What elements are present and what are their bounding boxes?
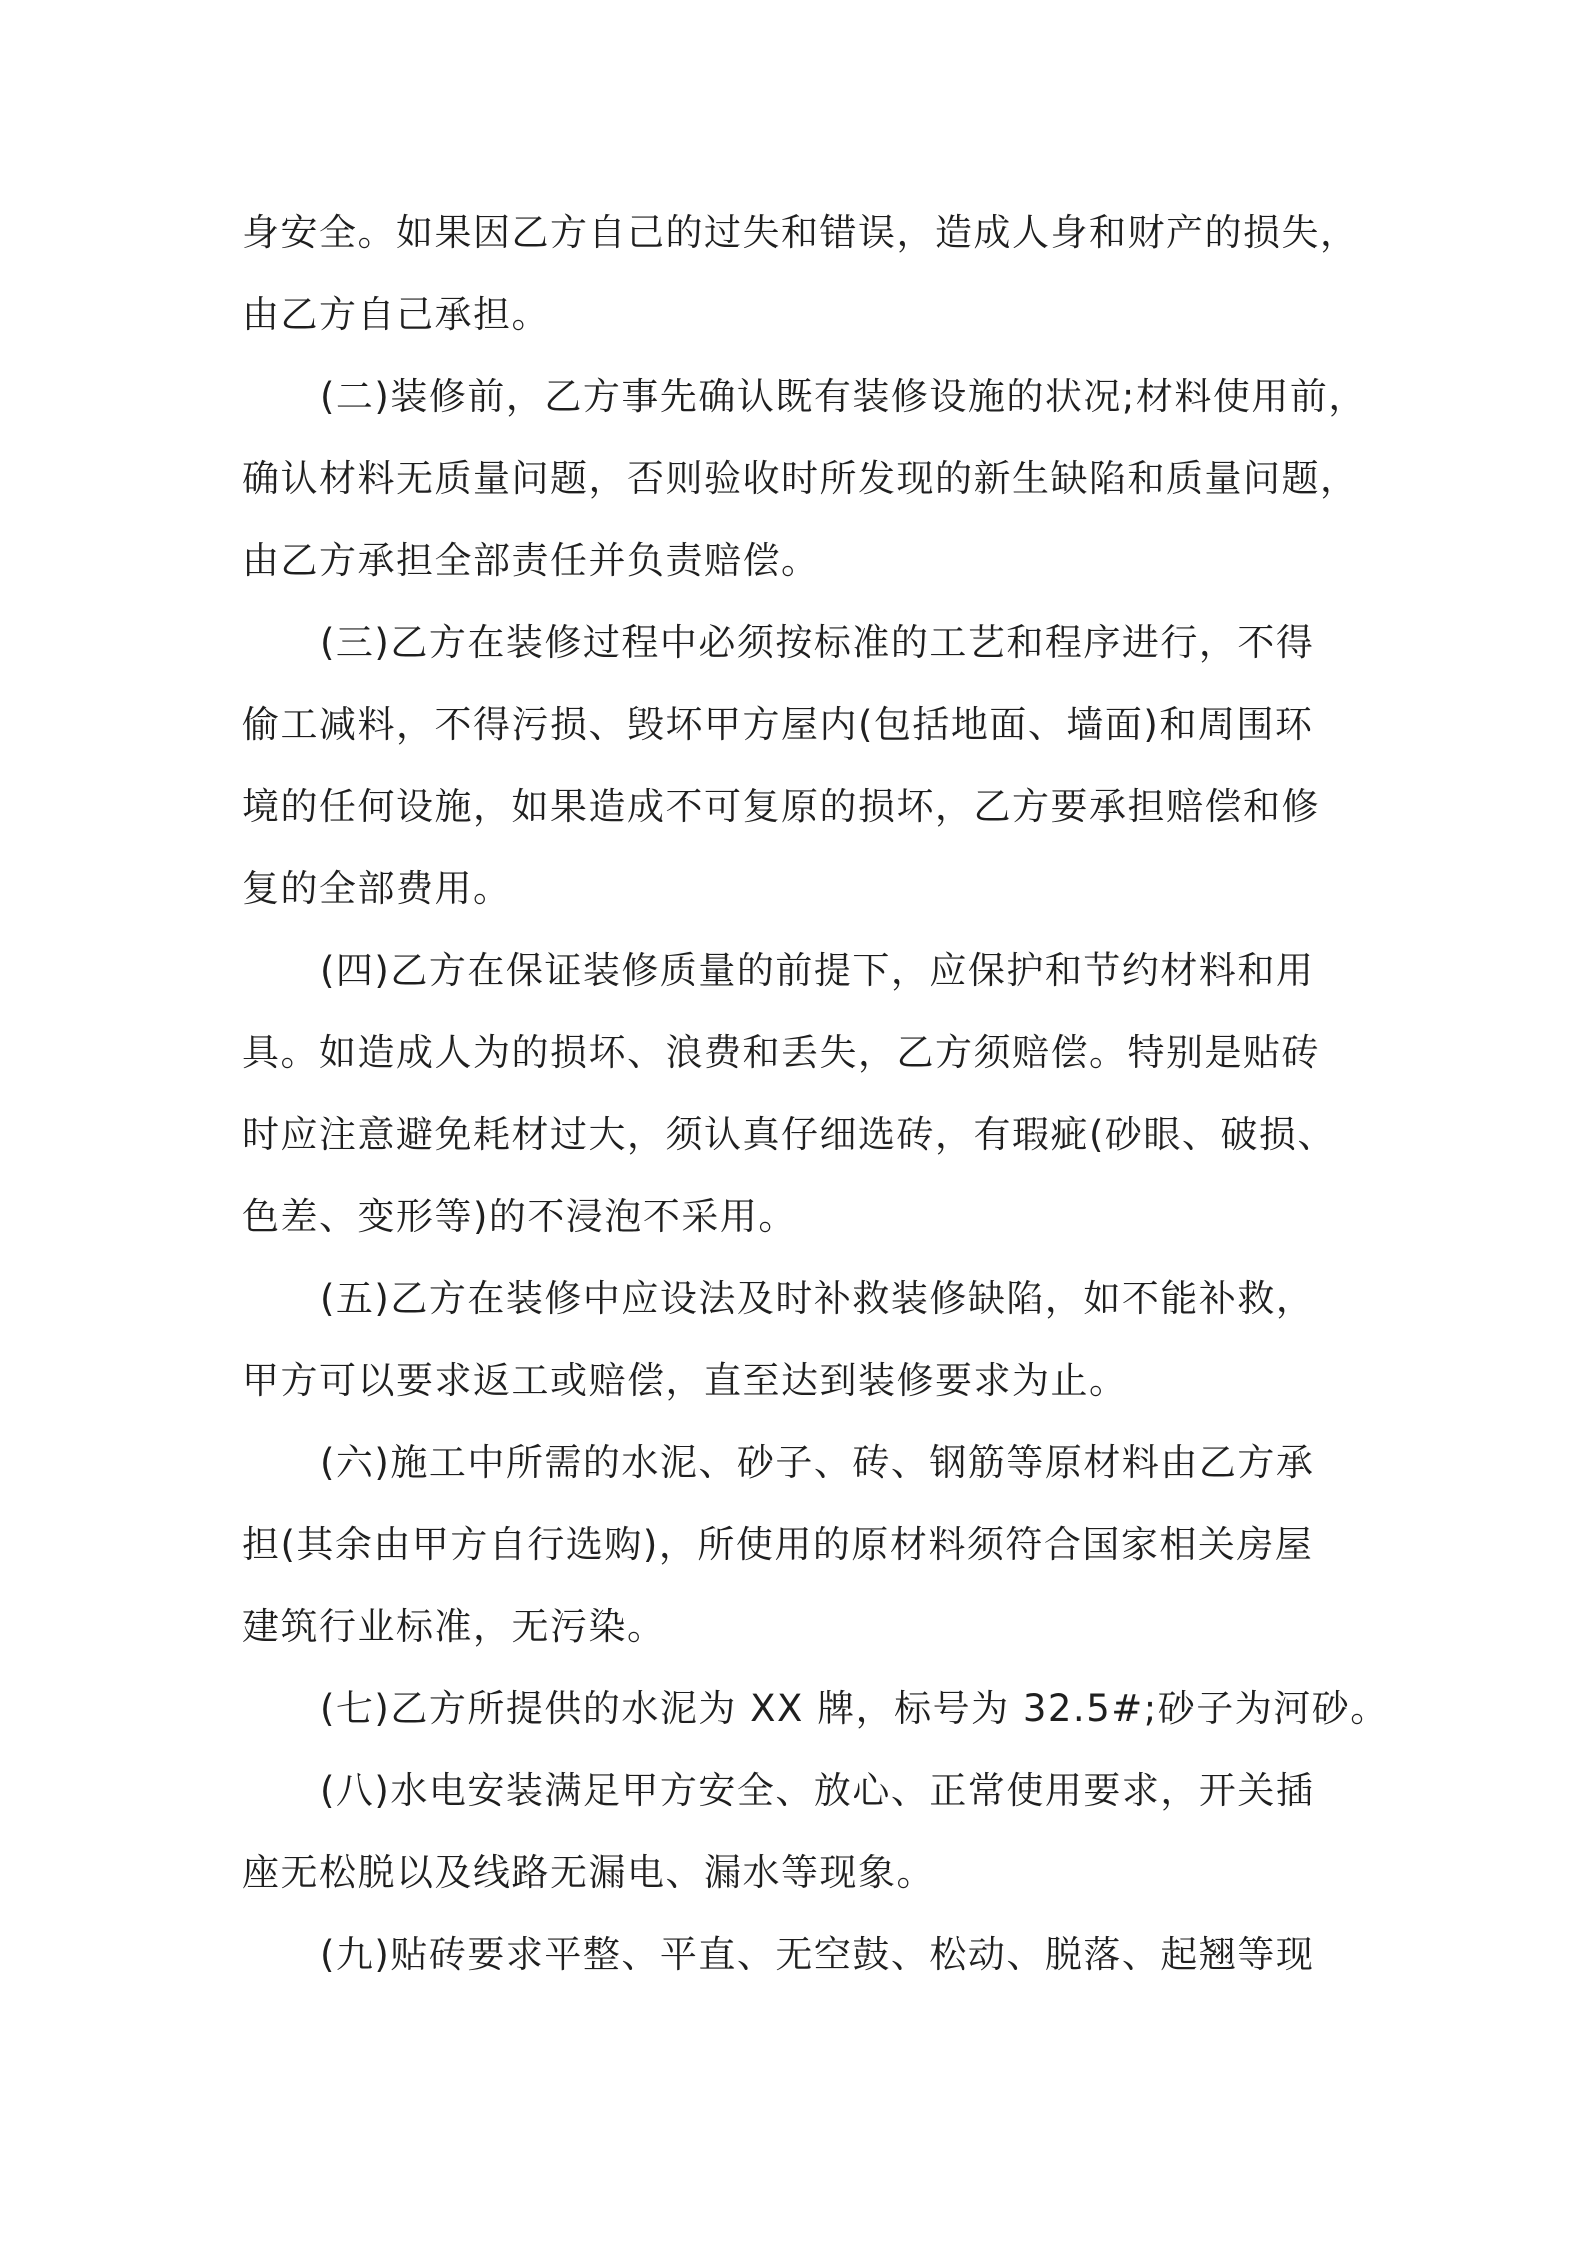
- text-line: 座无松脱以及线路无漏电、漏水等现象。: [242, 1851, 935, 1894]
- paragraph-continuation: [242, 192, 1382, 356]
- text-line: 时应注意避免耗材过大，须认真仔细选砖，有瑕疵(砂眼、破损、: [242, 1113, 1336, 1156]
- text-line: (五)乙方在装修中应设法及时补救装修缺陷，如不能补救，: [320, 1277, 1315, 1320]
- paragraph-clause-2: [242, 356, 1382, 602]
- document-body: [242, 192, 1389, 1996]
- paragraph-clause-5: [242, 1258, 1382, 1422]
- text-line: 确认材料无质量问题，否则验收时所发现的新生缺陷和质量问题，: [242, 457, 1359, 500]
- text-line: 建筑行业标准，无污染。: [242, 1605, 666, 1648]
- paragraph-clause-9: [242, 1914, 1382, 1996]
- paragraph-clause-8: [242, 1750, 1382, 1914]
- text-line: 甲方可以要求返工或赔偿，直至达到装修要求为止。: [242, 1359, 1128, 1402]
- text-line: (四)乙方在保证装修质量的前提下，应保护和节约材料和用: [320, 949, 1315, 992]
- text-line: (二)装修前，乙方事先确认既有装修设施的状况;材料使用前，: [320, 375, 1367, 418]
- text-line: (六)施工中所需的水泥、砂子、砖、钢筋等原材料由乙方承: [320, 1441, 1315, 1484]
- text-line: (七)乙方所提供的水泥为 XX 牌，标号为 32.5#;砂子为河砂。: [320, 1687, 1389, 1730]
- text-line: 由乙方自己承担。: [242, 293, 550, 336]
- text-line: 偷工减料，不得污损、毁坏甲方屋内(包括地面、墙面)和周围环: [242, 703, 1314, 746]
- text-line: (八)水电安装满足甲方安全、放心、正常使用要求，开关插: [320, 1769, 1315, 1812]
- text-line: 身安全。如果因乙方自己的过失和错误，造成人身和财产的损失，: [242, 211, 1359, 254]
- text-line: (九)贴砖要求平整、平直、无空鼓、松动、脱落、起翘等现: [320, 1933, 1315, 1976]
- paragraph-clause-3: [242, 602, 1382, 930]
- text-line: 担(其余由甲方自行选购)，所使用的原材料须符合国家相关房屋: [242, 1523, 1314, 1566]
- text-line: 由乙方承担全部责任并负责赔偿。: [242, 539, 820, 582]
- text-line: (三)乙方在装修过程中必须按标准的工艺和程序进行，不得: [320, 621, 1315, 664]
- paragraph-clause-4: [242, 930, 1382, 1258]
- text-line: 具。如造成人为的损坏、浪费和丢失，乙方须赔偿。特别是贴砖: [242, 1031, 1320, 1074]
- text-line: 境的任何设施，如果造成不可复原的损坏，乙方要承担赔偿和修: [242, 785, 1320, 828]
- paragraph-clause-7: [242, 1668, 1389, 1750]
- text-line: 色差、变形等)的不浸泡不采用。: [242, 1195, 797, 1238]
- paragraph-clause-6: [242, 1422, 1382, 1668]
- text-line: 复的全部费用。: [242, 867, 512, 910]
